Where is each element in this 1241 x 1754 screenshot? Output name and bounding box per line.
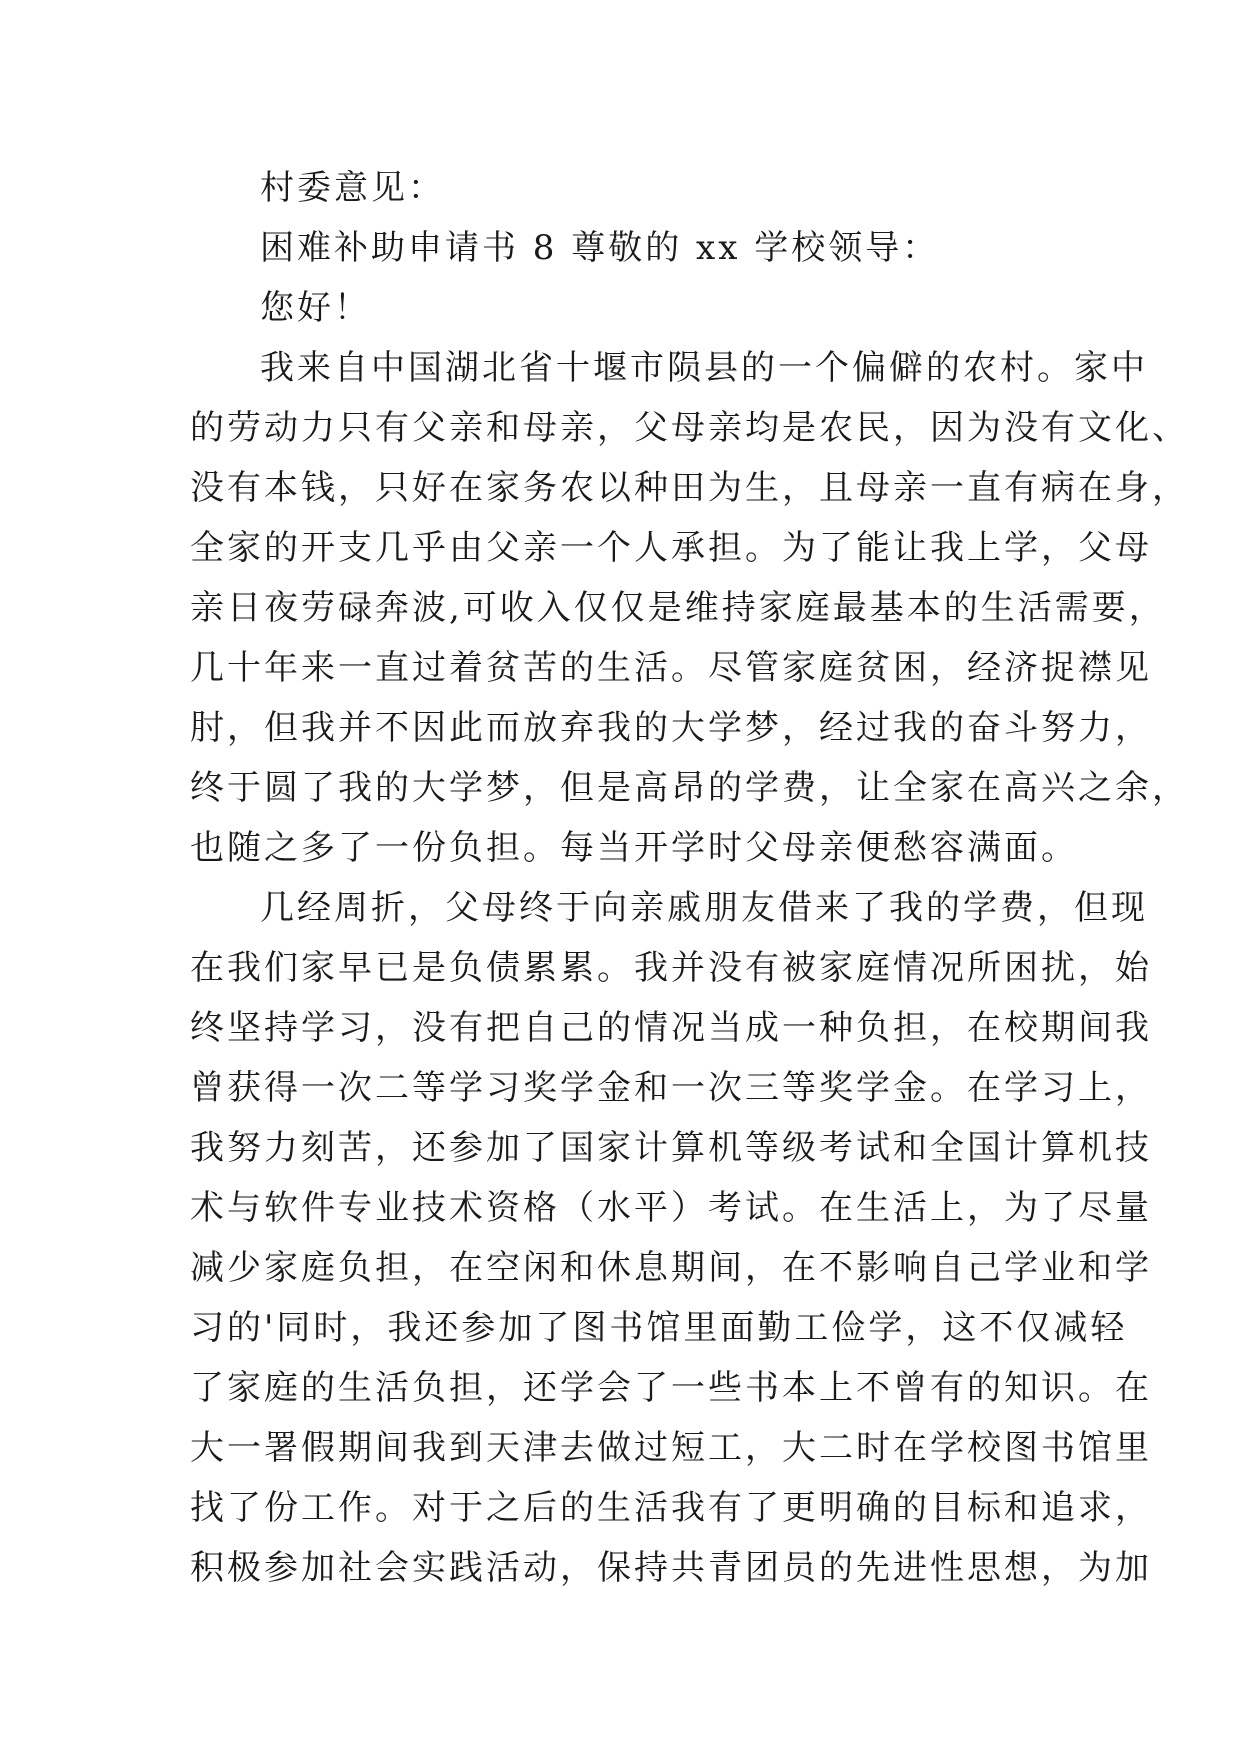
text-line: 终坚持学习，没有把自己的情况当成一种负担，在校期间我 <box>190 1008 1152 1048</box>
text-line: 几经周折，父母终于向亲戚朋友借来了我的学费，但现 <box>260 888 1148 928</box>
text-line: 找了份工作。对于之后的生活我有了更明确的目标和追求， <box>190 1488 1152 1528</box>
text-line: 在我们家早已是负债累累。我并没有被家庭情况所困扰，始 <box>190 948 1152 988</box>
text-line: 减少家庭负担，在空闲和休息期间，在不影响自己学业和学 <box>190 1248 1152 1288</box>
text-line: 没有本钱，只好在家务农以种田为生，且母亲一直有病在身， <box>190 468 1189 508</box>
text-line: 了家庭的生活负担，还学会了一些书本上不曾有的知识。在 <box>190 1368 1152 1408</box>
document-body <box>190 158 1189 1598</box>
text-line: 几十年来一直过着贫苦的生活。尽管家庭贫困，经济捉襟见 <box>190 648 1152 688</box>
text-line: 我来自中国湖北省十堰市陨县的一个偏僻的农村。家中 <box>260 348 1148 388</box>
text-line: 曾获得一次二等学习奖学金和一次三等奖学金。在学习上， <box>190 1068 1152 1108</box>
text-line: 您好！ <box>260 288 371 328</box>
text-line: 的劳动力只有父亲和母亲，父母亲均是农民，因为没有文化、 <box>190 408 1189 448</box>
text-line: 也随之多了一份负担。每当开学时父母亲便愁容满面。 <box>190 828 1078 868</box>
text-line: 终于圆了我的大学梦，但是高昂的学费，让全家在高兴之余， <box>190 768 1189 808</box>
text-line: 亲日夜劳碌奔波,可收入仅仅是维持家庭最基本的生活需要， <box>190 588 1166 628</box>
text-line: 我努力刻苦，还参加了国家计算机等级考试和全国计算机技 <box>190 1128 1152 1168</box>
text-line: 大一署假期间我到天津去做过短工，大二时在学校图书馆里 <box>190 1428 1152 1468</box>
text-line: 积极参加社会实践活动，保持共青团员的先进性思想，为加 <box>190 1548 1152 1588</box>
text-line: 术与软件专业技术资格（水平）考试。在生活上，为了尽量 <box>190 1188 1152 1228</box>
text-line: 困难补助申请书 8 尊敬的 xx 学校领导： <box>260 228 940 268</box>
text-line: 习的'同时，我还参加了图书馆里面勤工俭学，这不仅减轻 <box>190 1308 1128 1348</box>
text-line: 肘，但我并不因此而放弃我的大学梦，经过我的奋斗努力， <box>190 708 1152 748</box>
text-line: 村委意见： <box>260 168 445 208</box>
text-line: 全家的开支几乎由父亲一个人承担。为了能让我上学，父母 <box>190 528 1152 568</box>
